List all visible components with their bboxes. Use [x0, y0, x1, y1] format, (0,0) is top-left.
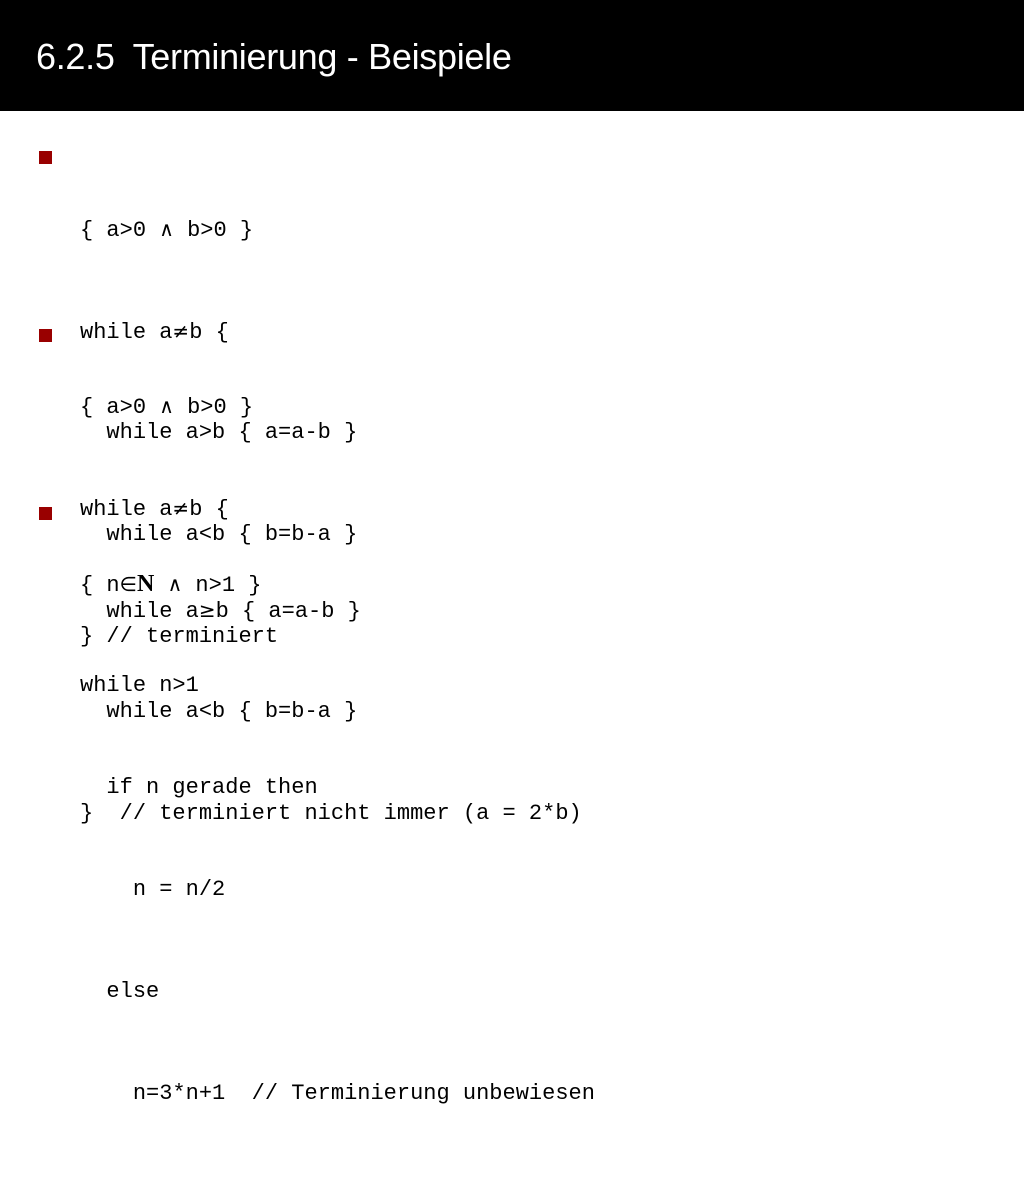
slide-title	[36, 33, 512, 81]
code-line: { a>0 ∧ b>0 }	[80, 217, 254, 243]
title-bar	[0, 0, 1024, 111]
code-line: while a≠b {	[80, 319, 229, 345]
code-line: } // terminiert nicht immer (a = 2*b)	[80, 801, 582, 826]
code-line: { a>0 ∧ b>0 }	[80, 394, 254, 420]
code-line: while a<b { b=b-a }	[106, 522, 358, 547]
code-line: while a>b { a=a-b }	[106, 420, 358, 445]
code-line: n=3*n+1 // Terminierung unbewiesen	[132, 1081, 595, 1106]
code-line: while a<b { b=b-a }	[106, 699, 358, 724]
code-line: n = n/2	[132, 877, 226, 902]
bullet-marker-1	[39, 151, 52, 164]
title-text: Terminierung - Beispiele	[132, 36, 512, 77]
code-line: { n∈N ∧ n>1 }	[80, 571, 262, 598]
bullet-marker-2	[39, 329, 52, 342]
code-block-3	[80, 499, 595, 1179]
code-line: if n gerade then	[106, 775, 318, 800]
bullet-marker-3	[39, 507, 52, 520]
section-number: 6.2.5	[36, 36, 115, 77]
code-line: else	[106, 979, 160, 1004]
code-line: while a≥b { a=a-b }	[106, 598, 361, 624]
code-line: } // terminiert	[80, 624, 279, 649]
code-line: while a≠b {	[80, 496, 229, 522]
code-line: while n>1	[80, 673, 199, 698]
